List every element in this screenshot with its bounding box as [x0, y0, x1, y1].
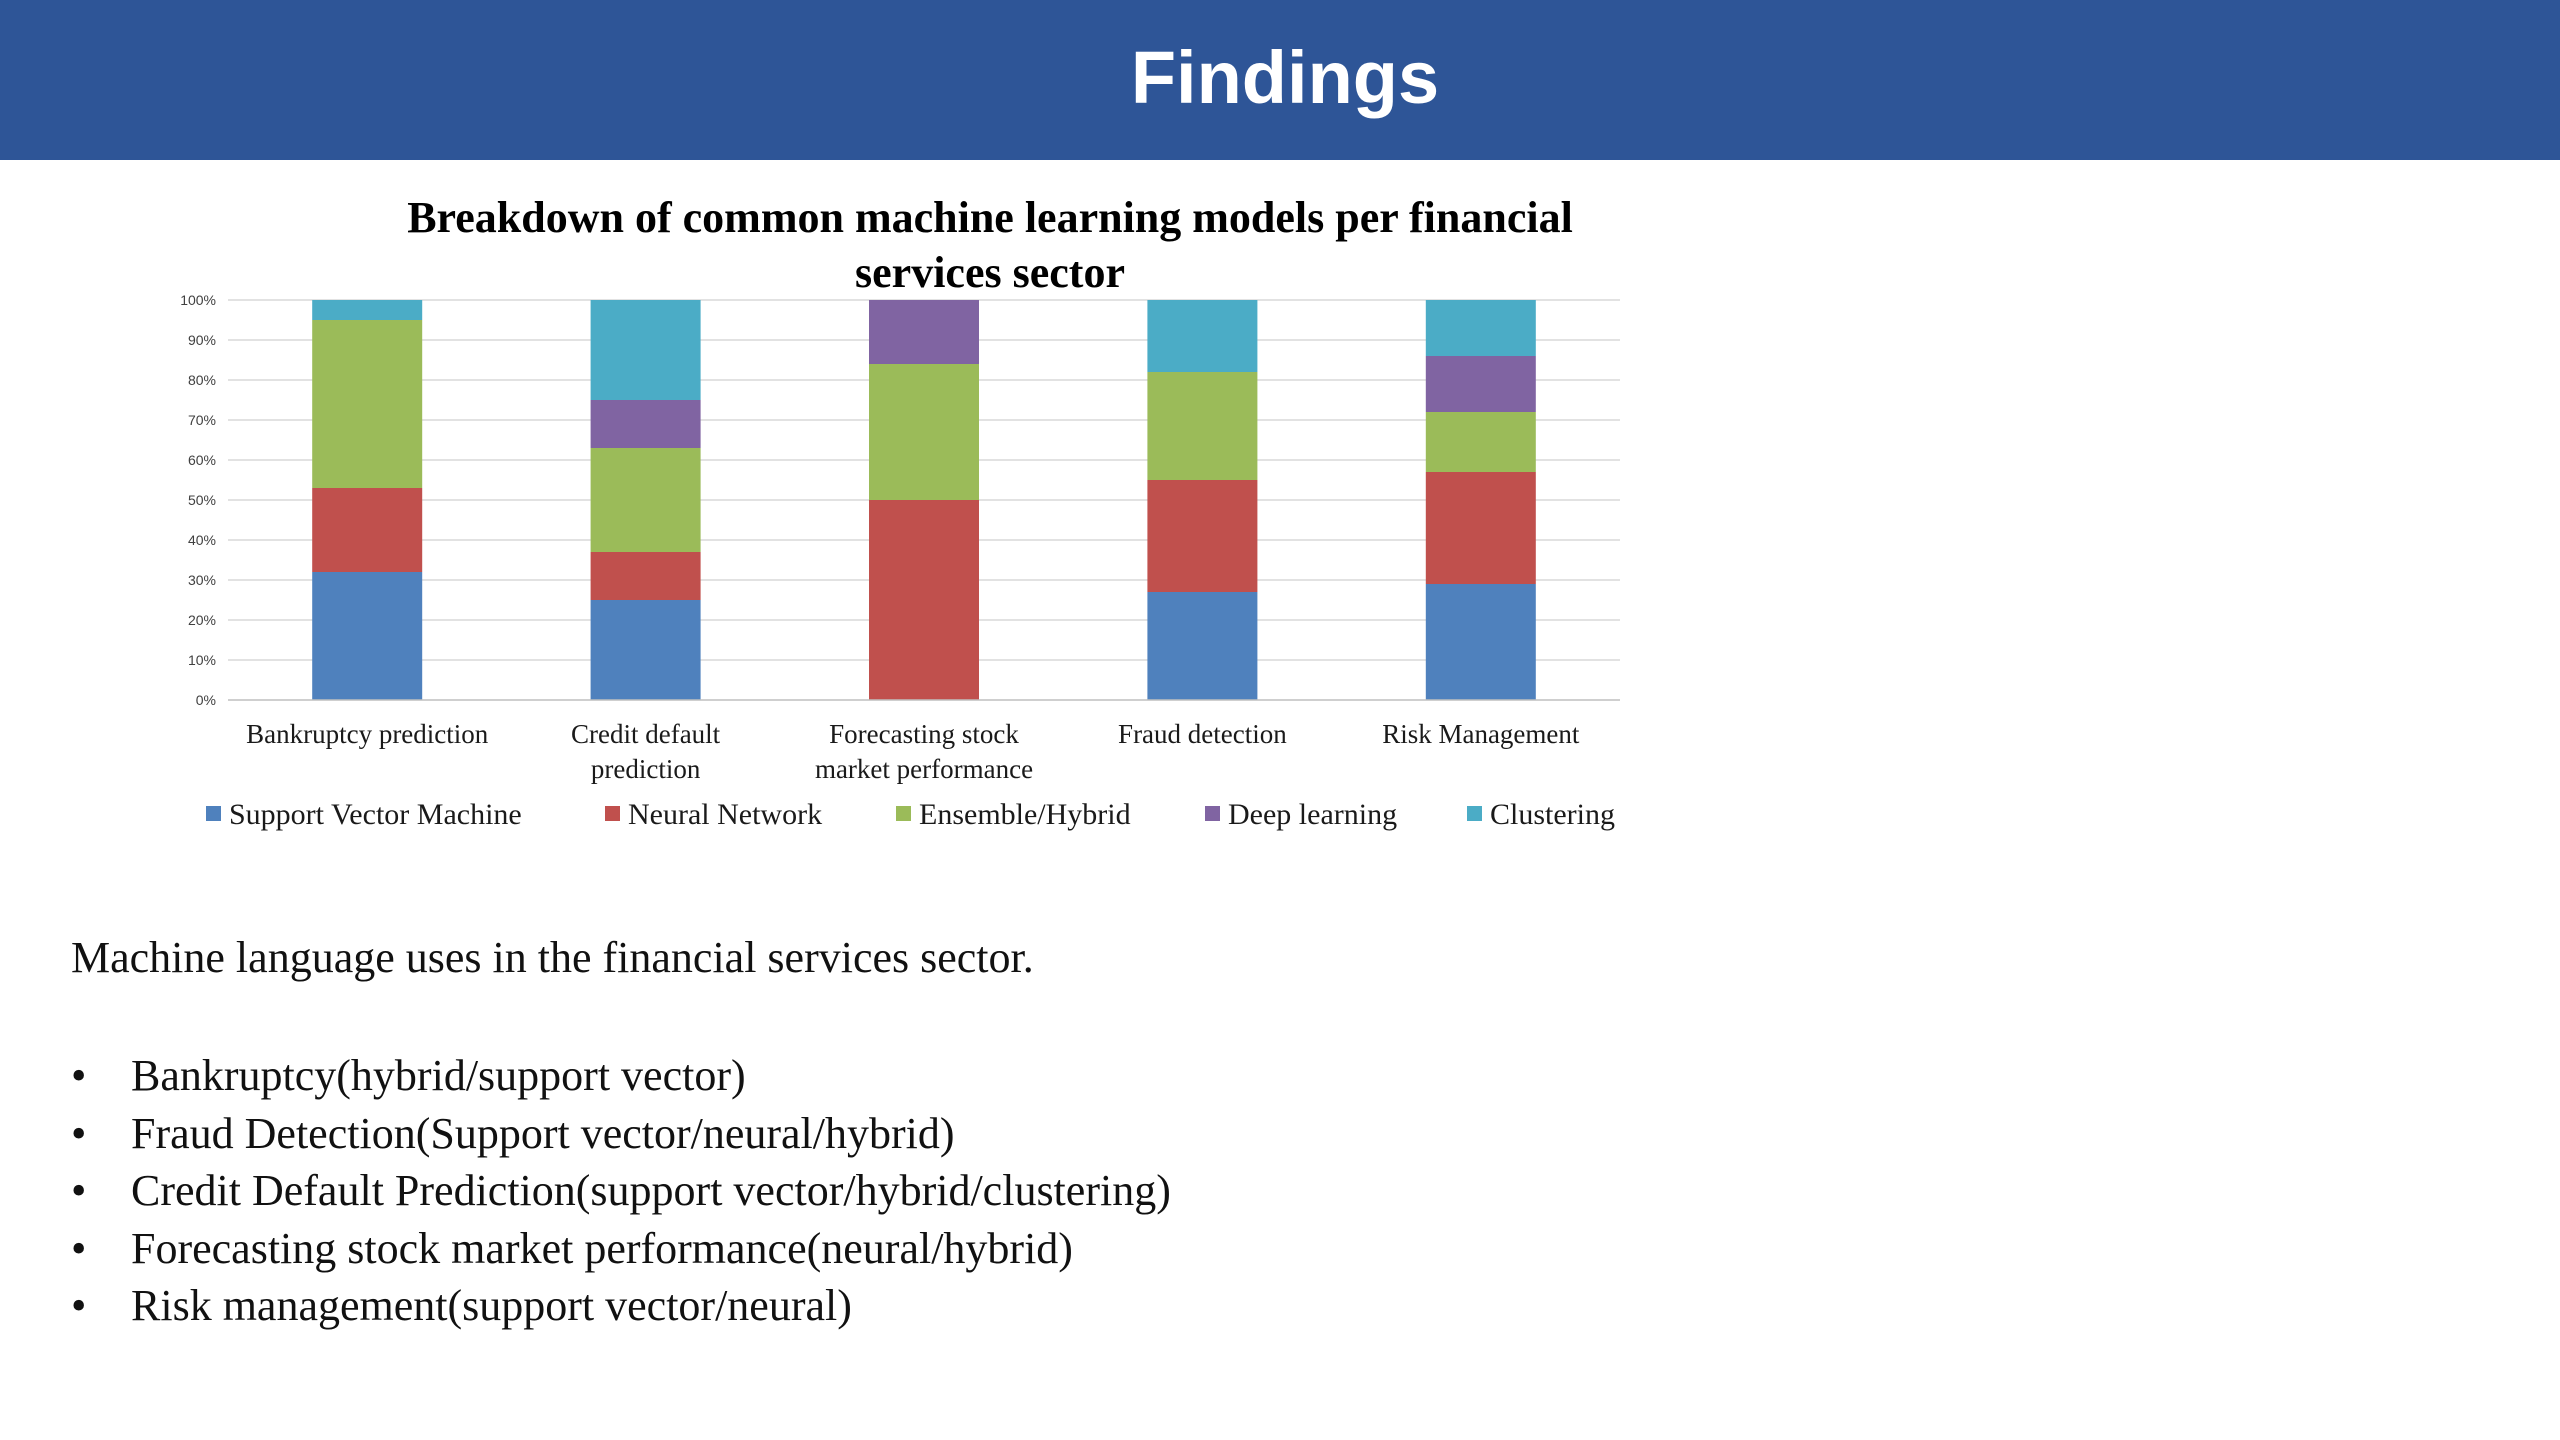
y-tick-label: 30% [187, 572, 216, 588]
list-item-text: Bankruptcy(hybrid/support vector) [131, 1051, 746, 1100]
bullet-icon: • [71, 1223, 87, 1273]
bar-segment [591, 448, 701, 552]
x-tick-label: Bankruptcy prediction [246, 719, 489, 749]
bar-segment [1147, 372, 1257, 480]
y-tick-label: 40% [187, 532, 216, 548]
list-item-text: Fraud Detection(Support vector/neural/hybrid) [131, 1108, 955, 1158]
legend-label: Neural Network [628, 798, 823, 831]
y-tick-label: 70% [187, 412, 216, 428]
chart-legend [206, 798, 1615, 831]
bar-segment [591, 300, 701, 400]
bullet-icon: • [71, 1166, 87, 1215]
y-tick-label: 90% [187, 332, 216, 348]
legend-swatch [206, 806, 221, 821]
x-axis-categories [246, 719, 1580, 784]
x-tick-label: market performance [814, 754, 1034, 784]
x-tick-label: Risk Management [1382, 719, 1580, 749]
legend-swatch [896, 806, 911, 821]
y-tick-label: 0% [195, 692, 216, 708]
bar-segment [591, 552, 701, 600]
bar-segment [1426, 300, 1536, 356]
x-tick-label: prediction [590, 754, 701, 784]
legend-swatch [1205, 806, 1220, 821]
bar-segment [1147, 592, 1257, 700]
bar-segment [312, 572, 422, 700]
chart-title-line: services sector [855, 248, 1125, 297]
bar-segment [869, 364, 979, 500]
bar-segment [1147, 300, 1257, 372]
bullet-icon: • [71, 1051, 87, 1100]
intro-text: Machine language uses in the financial services sector. [71, 933, 1034, 982]
x-tick-label: Forecasting stock [829, 719, 1019, 749]
bullet-icon: • [71, 1281, 87, 1330]
list-item [71, 1277, 1171, 1335]
bar-segment [869, 500, 979, 700]
y-tick-label: 60% [187, 452, 216, 468]
y-tick-label: 50% [187, 492, 216, 508]
list-item [71, 1220, 1171, 1278]
list-item [71, 1162, 1171, 1220]
bullet-icon: • [71, 1108, 87, 1158]
chart-title [407, 193, 1573, 297]
legend-label: Support Vector Machine [229, 798, 522, 831]
x-tick-label: Credit default [570, 719, 721, 749]
y-axis-ticks [180, 292, 216, 708]
bar-segment [312, 300, 422, 320]
legend-label: Clustering [1490, 798, 1615, 831]
y-tick-label: 100% [180, 292, 216, 308]
list-item-text: Credit Default Prediction(support vector/hybrid/clustering) [131, 1166, 1171, 1215]
bar-segment [1147, 480, 1257, 592]
x-tick-label: Fraud detection [1118, 719, 1287, 749]
findings-list [71, 1047, 1171, 1335]
bar-segment [1426, 412, 1536, 472]
stacked-bar-chart [0, 160, 1700, 880]
legend-label: Deep learning [1228, 798, 1398, 831]
y-tick-label: 80% [187, 372, 216, 388]
list-item [71, 1047, 1171, 1105]
bar-segment [869, 300, 979, 364]
legend-label: Ensemble/Hybrid [919, 798, 1131, 831]
y-tick-label: 20% [187, 612, 216, 628]
bar-segment [312, 320, 422, 488]
legend-swatch [605, 806, 620, 821]
list-item [71, 1105, 1171, 1163]
bar-segment [1426, 472, 1536, 584]
y-tick-label: 10% [187, 652, 216, 668]
list-item-text: Forecasting stock market performance(neural/hybrid) [131, 1223, 1073, 1273]
bar-segment [591, 400, 701, 448]
bar-segment [591, 600, 701, 700]
list-item-text: Risk management(support vector/neural) [131, 1281, 852, 1330]
bar-segment [1426, 356, 1536, 412]
page-title: Findings [1130, 36, 1440, 119]
bar-segment [1426, 584, 1536, 700]
legend-swatch [1467, 806, 1482, 821]
chart-title-line: Breakdown of common machine learning models per financial [407, 193, 1573, 242]
bar-segment [312, 488, 422, 572]
